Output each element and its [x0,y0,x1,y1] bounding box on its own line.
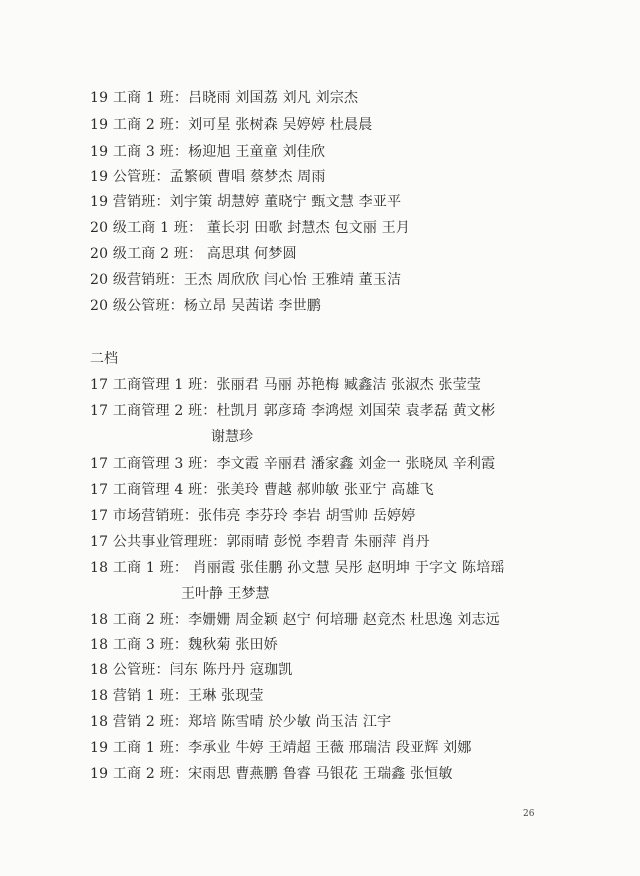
page-number: 26 [523,809,535,819]
list-line: 19 营销班：刘宇策 胡慧婷 董晓宁 甄文慧 李亚平 [90,194,402,210]
list-line: 20 级营销班：王杰 周欣欣 闫心怡 王雅靖 董玉洁 [90,272,402,288]
list-line: 17 公共事业管理班：郭雨晴 彭悦 李碧青 朱丽萍 肖丹 [90,534,430,550]
list-line: 18 工商 3 班：魏秋菊 张田娇 [90,637,278,653]
list-line: 17 工商管理 1 班：张丽君 马丽 苏艳梅 臧鑫洁 张淑杰 张莹莹 [90,377,482,393]
list-line: 19 工商 1 班：吕晓雨 刘国荔 刘凡 刘宗杰 [90,90,359,106]
list-line-continuation: 谢慧珍 [211,429,253,445]
list-line: 17 工商管理 4 班：张美玲 曹越 郝帅敏 张亚宁 高雄飞 [90,482,434,498]
list-line: 18 营销 1 班：王琳 张现莹 [90,688,264,704]
list-line: 18 公管班：闫东 陈丹丹 寇珈凯 [90,662,293,678]
list-line: 18 工商 2 班：李姗姗 周金颖 赵宁 何培珊 赵竞杰 杜思逸 刘志远 [90,612,500,628]
list-line: 17 工商管理 2 班：杜凯月 郭彦琦 李鸿煜 刘国荣 袁孝磊 黄文彬 [90,403,496,419]
list-line: 20 级公管班：杨立昂 吴茜诺 李世鹏 [90,298,321,314]
section-heading: 二档 [90,351,118,367]
list-line: 19 工商 1 班：李承业 牛婷 王靖超 王薇 邢瑞洁 段亚辉 刘娜 [90,740,472,756]
list-line: 17 工商管理 3 班：李文霞 辛丽君 潘家鑫 刘金一 张晓凤 辛利霞 [90,456,496,472]
list-line: 20 级工商 1 班： 董长羽 田歌 封慧杰 包文丽 王月 [90,220,411,236]
list-line: 19 公管班：孟繁硕 曹唱 蔡梦杰 周雨 [90,169,326,185]
list-line: 18 工商 1 班： 肖丽霞 张佳鹏 孙文慧 吴彤 赵明坤 于字文 陈培瑶 [90,560,505,576]
list-line: 19 工商 2 班：宋雨思 曹燕鹏 鲁睿 马银花 王瑞鑫 张恒敏 [90,766,453,782]
list-line: 17 市场营销班：张伟亮 李芬玲 李岩 胡雪帅 岳婷婷 [90,508,416,524]
list-line: 19 工商 3 班：杨迎旭 王童童 刘佳欣 [90,144,326,160]
list-line: 19 工商 2 班：刘可星 张树森 吴婷婷 杜晨晨 [90,117,373,133]
list-line: 20 级工商 2 班： 高思琪 何梦圆 [90,246,297,262]
list-line: 18 营销 2 班：郑培 陈雪晴 於少敏 尚玉洁 江宇 [90,714,392,730]
list-line-continuation: 王叶静 王梦慧 [181,586,270,602]
